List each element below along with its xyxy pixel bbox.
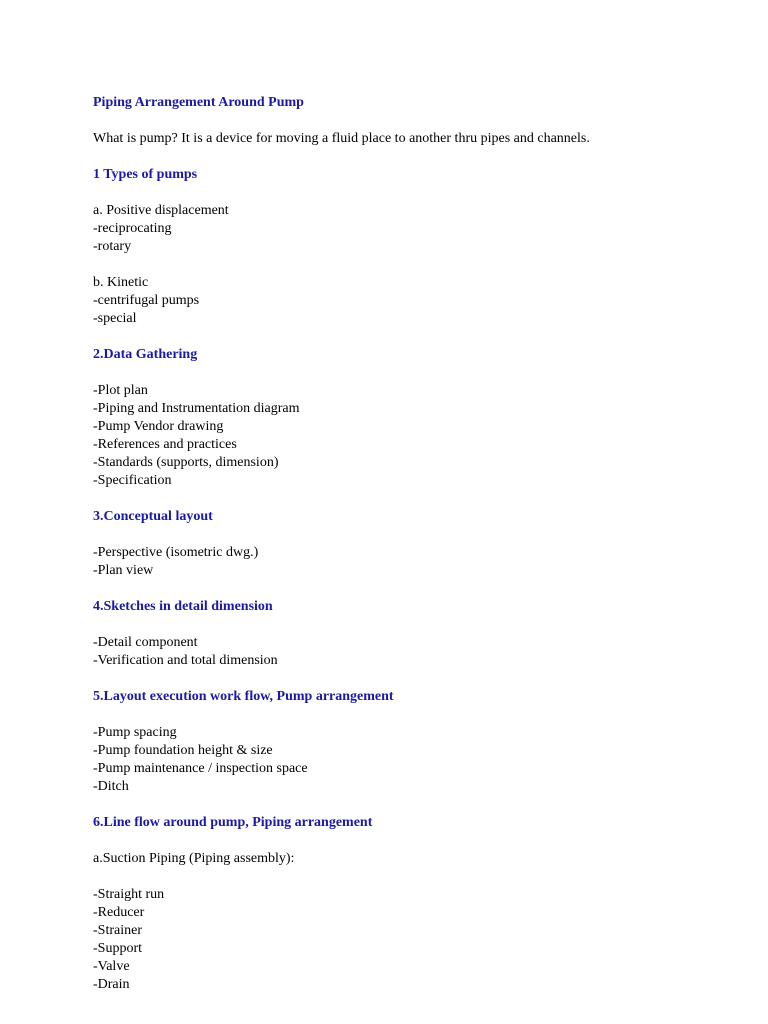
section-heading: 3.Conceptual layout [93,509,213,524]
list-item: -rotary [93,239,132,254]
sections-container [93,166,733,1012]
spacer [93,868,733,886]
spacer [93,616,733,634]
list-item: -Drain [93,977,130,992]
spacer [93,112,733,130]
text-block [93,544,733,580]
spacer [93,256,733,274]
list-item: -Pump Vendor drawing [93,419,224,434]
document-title: Piping Arrangement Around Pump [93,95,304,110]
spacer [93,796,733,814]
spacer [93,994,733,1012]
section-heading: 5.Layout execution work flow, Pump arrangement [93,689,394,704]
section-heading: 2.Data Gathering [93,347,198,362]
list-item: -Piping and Instrumentation diagram [93,401,300,416]
list-item: -Perspective (isometric dwg.) [93,545,259,560]
list-item: -Detail component [93,635,198,650]
list-item: -Specification [93,473,172,488]
spacer [93,670,733,688]
spacer [93,526,733,544]
text-block [93,382,733,490]
list-item: -Valve [93,959,130,974]
list-item: -Reducer [93,905,145,920]
spacer [93,706,733,724]
list-item: -Pump maintenance / inspection space [93,761,308,776]
section-heading: 6.Line flow around pump, Piping arrangement [93,815,373,830]
intro-paragraph: What is pump? It is a device for moving a fluid place to another thru pipes and channels. [93,131,590,146]
spacer [93,364,733,382]
list-item: -Strainer [93,923,142,938]
list-item: -Plan view [93,563,154,578]
spacer [93,490,733,508]
spacer [93,328,733,346]
text-block [93,850,733,868]
list-item: -Straight run [93,887,165,902]
section-heading: 1 Types of pumps [93,167,198,182]
list-item: -reciprocating [93,221,172,236]
spacer [93,148,733,166]
list-item: -centrifugal pumps [93,293,200,308]
list-item: a. Positive displacement [93,203,229,218]
list-item: a.Suction Piping (Piping assembly): [93,851,295,866]
text-block [93,886,733,994]
text-block [93,724,733,796]
text-block [93,202,733,256]
list-item: -Standards (supports, dimension) [93,455,279,470]
section-heading: 4.Sketches in detail dimension [93,599,273,614]
list-item: -Support [93,941,142,956]
list-item: -Pump foundation height & size [93,743,273,758]
text-block [93,274,733,328]
list-item: -References and practices [93,437,237,452]
list-item: -Ditch [93,779,129,794]
list-item: -special [93,311,137,326]
spacer [93,184,733,202]
spacer [93,832,733,850]
spacer [93,580,733,598]
list-item: b. Kinetic [93,275,149,290]
list-item: -Verification and total dimension [93,653,278,668]
list-item: -Pump spacing [93,725,177,740]
text-block [93,634,733,670]
document-page [93,94,733,1012]
list-item: -Plot plan [93,383,148,398]
